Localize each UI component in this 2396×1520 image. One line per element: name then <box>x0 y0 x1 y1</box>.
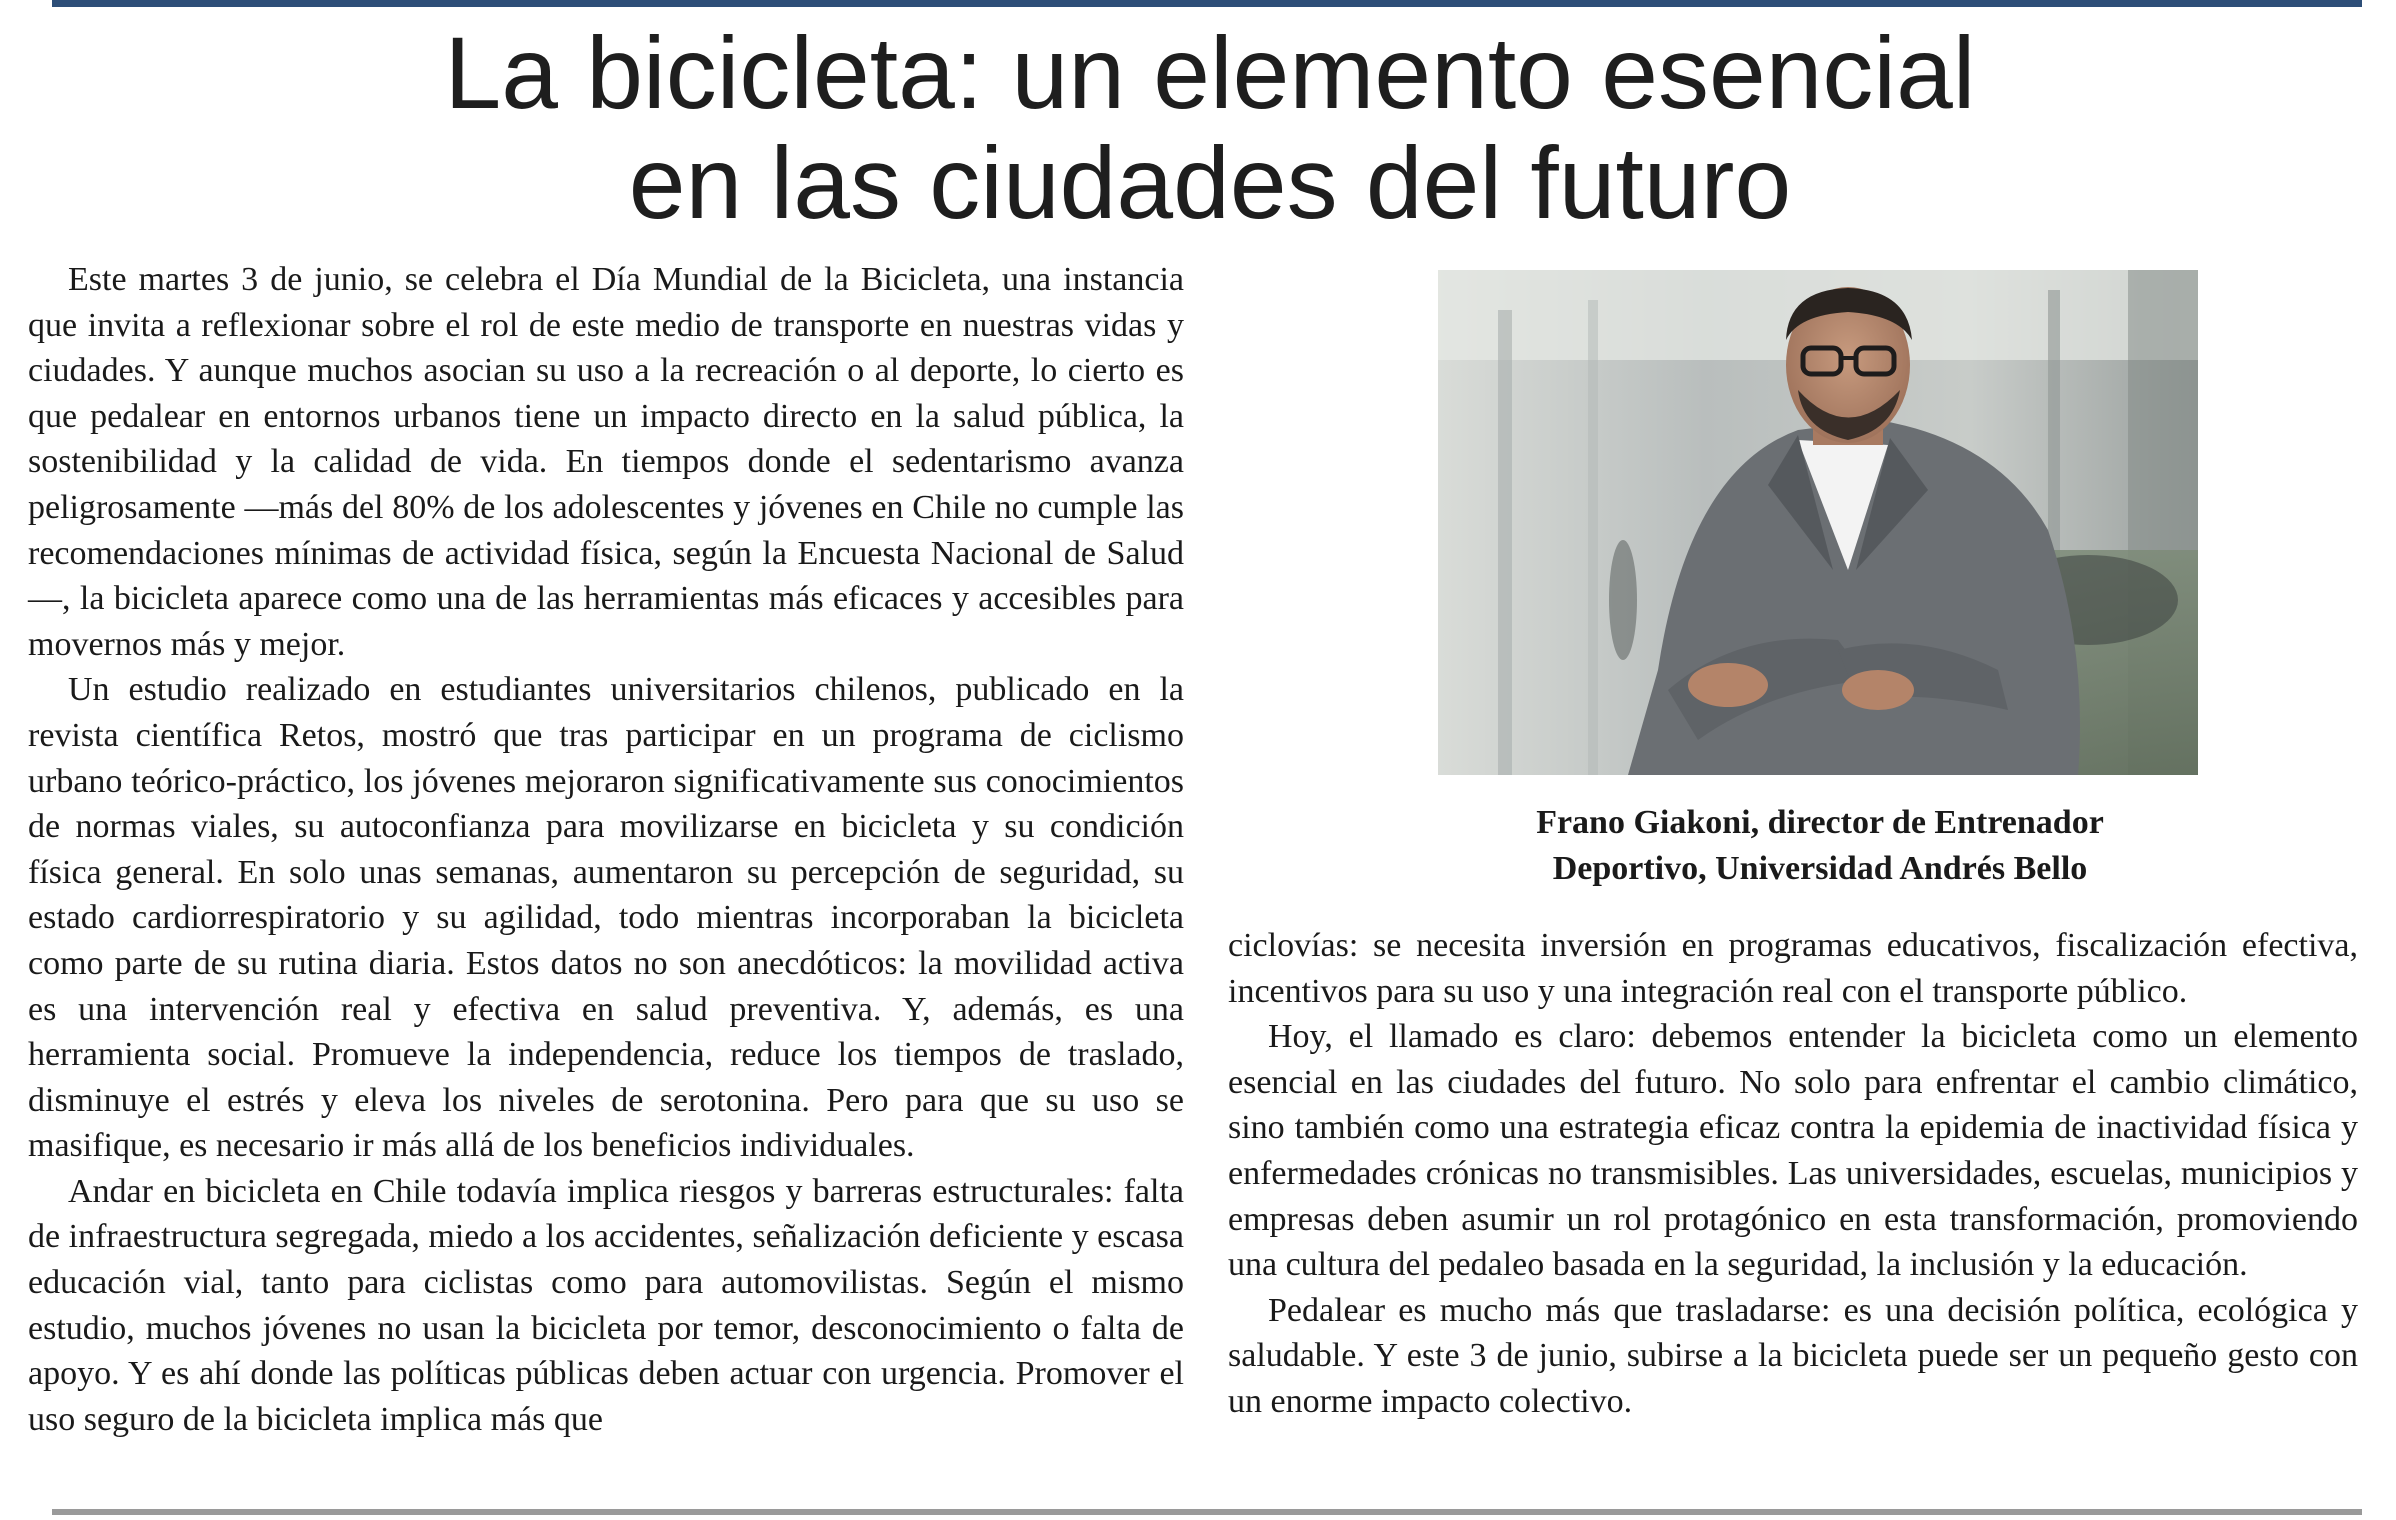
paragraph-4: Hoy, el llamado es claro: debemos entender la bicicleta como un elemento esencial en las ciudades del futuro. No solo para enfrentar el cambio climático, sino también como una estrategia eficaz contra la epidemia de inactividad física y enfermedades crónicas no transmisibles. Las universidades, escuelas, municipios y empresas deben asumir un rol protagónico en esta transformación, promoviendo una cultura del pedaleo basada en la seguridad, la inclusión y la educación. <box>1228 1018 2358 1284</box>
caption-line-1: Frano Giakoni, director de Entrenador <box>1536 804 2104 841</box>
photo-caption <box>1380 800 2260 892</box>
paragraph-1: Este martes 3 de junio, se celebra el Día Mundial de la Bicicleta, una instancia que invita a reflexionar sobre el rol de este medio de transporte en nuestras vidas y ciudades. Y aunque muchos asocian su uso a la recreación o al deporte, lo cierto es que pedalear en entornos urbanos tiene un impacto directo en la salud pública, la sostenibilidad y la calidad de vida. En tiempos donde el sedentarismo avanza peligrosamente —más del 80% de los adolescentes y jóvenes en Chile no cumple las recomendaciones mínimas de actividad física, según la Encuesta Nacional de Salud—, la bicicleta aparece como una de las herramientas más eficaces y accesibles para movernos más y mejor. <box>28 261 1184 663</box>
caption-line-2: Deportivo, Universidad Andrés Bello <box>1552 850 2088 887</box>
paragraph-5: Pedalear es mucho más que trasladarse: es una decisión política, ecológica y saludable. Y este 3 de junio, subirse a la bicicleta puede ser un pequeño gesto con un enorme impacto colectivo. <box>1228 1291 2358 1420</box>
top-rule <box>52 0 2362 7</box>
right-column <box>1228 923 2358 1425</box>
headline-line-1: La bicicleta: un elemento esencial <box>444 16 1976 130</box>
paragraph-3-continued: ciclovías: se necesita inversión en programas educativos, fiscalización efectiva, incentivos para su uso y una integración real con el transporte público. <box>1228 927 2358 1010</box>
paragraph-2: Un estudio realizado en estudiantes universitarios chilenos, publicado en la revista científica Retos, mostró que tras participar en un programa de ciclismo urbano teórico-práctico, los jóvenes mejoraron significativamente sus conocimientos de normas viales, su autoconfianza para movilizarse en bicicleta y su condición física general. En solo unas semanas, aumentaron su percepción de seguridad, su estado cardiorrespiratorio y su agilidad, todo mientras incorporaban la bicicleta como parte de su rutina diaria. Estos datos no son anecdóticos: la movilidad activa es una intervención real y efectiva en salud preventiva. Y, además, es una herramienta social. Promueve la independencia, reduce los tiempos de traslado, disminuye el estrés y eleva los niveles de serotonina. Pero para que su uso se masifique, es necesario ir más allá de los beneficios individuales. <box>28 671 1184 1165</box>
headline <box>40 18 2380 238</box>
paragraph-3: Andar en bicicleta en Chile todavía implica riesgos y barreras estructurales: falta de infraestructura segregada, miedo a los accidentes, señalización deficiente y escasa educación vial, tanto para ciclistas como para automovilistas. Según el mismo estudio, muchos jóvenes no usan la bicicleta por temor, desconocimiento o falta de apoyo. Y es ahí donde las políticas públicas deben actuar con urgencia. Promover el uso seguro de la bicicleta implica más que <box>28 1172 1184 1438</box>
portrait-photo <box>1438 270 2198 775</box>
headline-line-2: en las ciudades del futuro <box>628 126 1792 240</box>
bottom-rule <box>52 1509 2362 1515</box>
left-column <box>28 257 1184 1442</box>
